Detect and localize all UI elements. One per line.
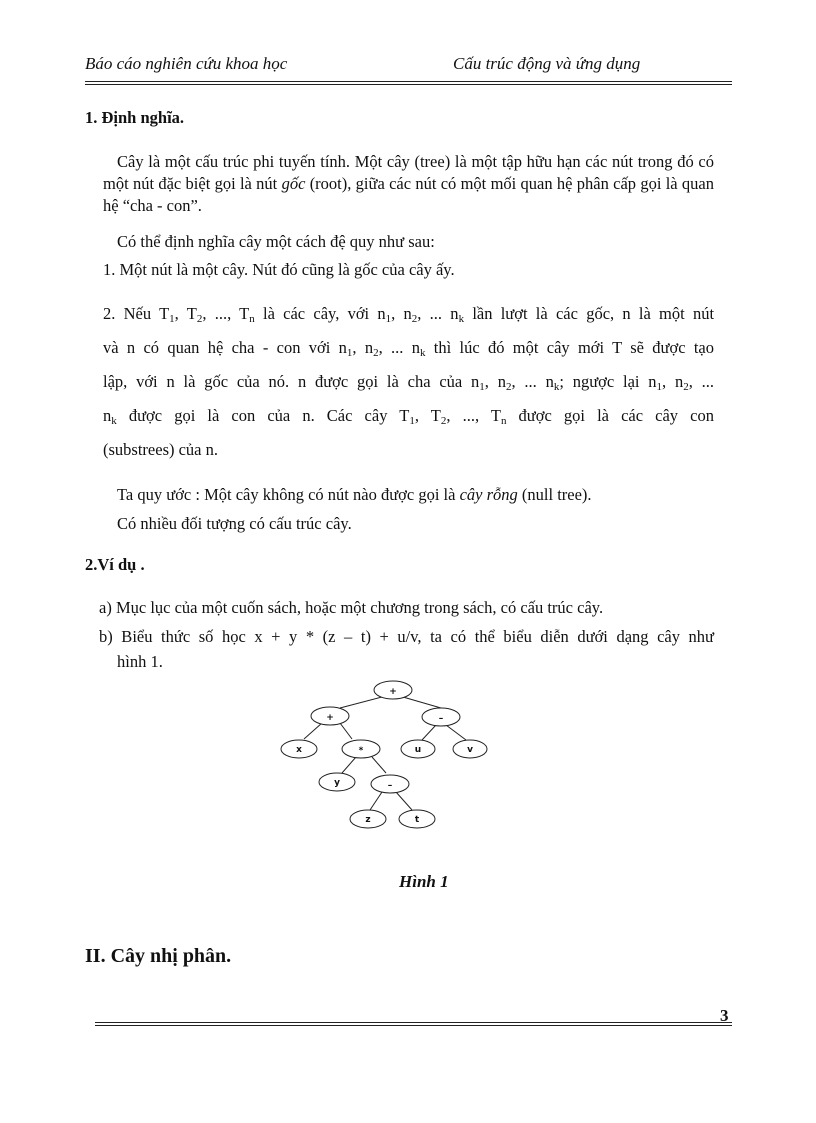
section-heading-binary-tree: II. Cây nhị phân. — [85, 945, 232, 967]
footer-rule-top — [95, 1022, 732, 1023]
list-item-2-line-5: (substrees) của n. — [103, 440, 219, 459]
page-number: 3 — [720, 1006, 729, 1025]
tree-label-root: + — [389, 687, 397, 697]
definition-text-post: (root), giữa các nút có một mối quan hệ phân cấp gọi là quan hệ “cha - con”. — [103, 174, 714, 215]
tree-label-mul: * — [358, 746, 364, 756]
tree-label-inner-minus: – — [387, 781, 393, 791]
example-b-line-1: b) Biểu thức số học x + y * (z – t) + u/v, ta có thể biểu diễn dưới dạng cây như — [99, 627, 714, 646]
list-item-1: 1. Một nút là một cây. Nút đó cũng là gốc của cây ấy. — [103, 260, 455, 279]
header-left: Báo cáo nghiên cứu khoa học — [85, 54, 288, 73]
tree-label-y: y — [334, 778, 340, 788]
definition-text-em: gốc — [281, 174, 306, 193]
section-heading-definition: 1. Định nghĩa. — [85, 108, 185, 127]
tree-label-x: x — [296, 745, 302, 755]
tree-label-u: u — [414, 745, 422, 755]
tree-objects-sentence: Có nhiều đối tượng có cấu trúc cây. — [117, 514, 352, 533]
tree-label-left-plus: + — [326, 713, 334, 723]
tree-nodes — [281, 681, 487, 828]
expression-tree-figure — [270, 675, 500, 835]
header-right: Cấu trúc động và ứng dụng — [453, 54, 641, 73]
figure-caption: Hình 1 — [399, 872, 449, 891]
footer-rule-bottom — [95, 1025, 732, 1026]
section-heading-examples: 2.Ví dụ . — [85, 555, 145, 574]
tree-label-v: v — [467, 745, 473, 755]
tree-label-right-minus: – — [438, 714, 444, 724]
list-item-2-line-1: 2. Nếu $T_1$, $T_2$, ..., $T_n$ là các cây, với $n_1$, $n_2$, ... $n_k$ lần lượt là các gốc, n là một nút — [103, 304, 715, 325]
example-b-line-2: hình 1. — [117, 652, 163, 671]
list-item-2-line-2: và n có quan hệ cha - con với $n_1$, $n_2$, ... $n_k$ thì lúc đó một cây mới T sẽ được tạo — [103, 338, 714, 359]
definition-paragraph — [103, 151, 714, 217]
recursive-definition-intro: Có thể định nghĩa cây một cách đệ quy như sau: — [117, 232, 435, 251]
tree-label-t: t — [414, 815, 420, 825]
list-item-2-line-4: $n_k$ được gọi là con của n. Các cây $T_1$, $T_2$, ..., $T_n$ được gọi là các cây con — [103, 406, 714, 427]
example-a: a) Mục lục của một cuốn sách, hoặc một chương trong sách, có cấu trúc cây. — [99, 598, 604, 617]
list-item-2-line-3: lập, với n là gốc của nó. n được gọi là cha của $n_1$, $n_2$, ... $n_k$; ngược lại $n_1$, $n_2$, ... — [103, 372, 715, 393]
tree-label-z: z — [365, 815, 371, 825]
header-rule-bottom — [85, 84, 732, 85]
header-rule-top — [85, 81, 732, 82]
null-tree-sentence: Ta quy ước : Một cây không có nút nào được gọi là cây rỗng (null tree). — [117, 485, 592, 504]
definition-text-pre: Cây là một cấu trúc phi tuyến tính. Một cây (tree) là một tập hữu hạn các nút trong đó có một nút đặc biệt gọi là nút — [103, 152, 714, 193]
